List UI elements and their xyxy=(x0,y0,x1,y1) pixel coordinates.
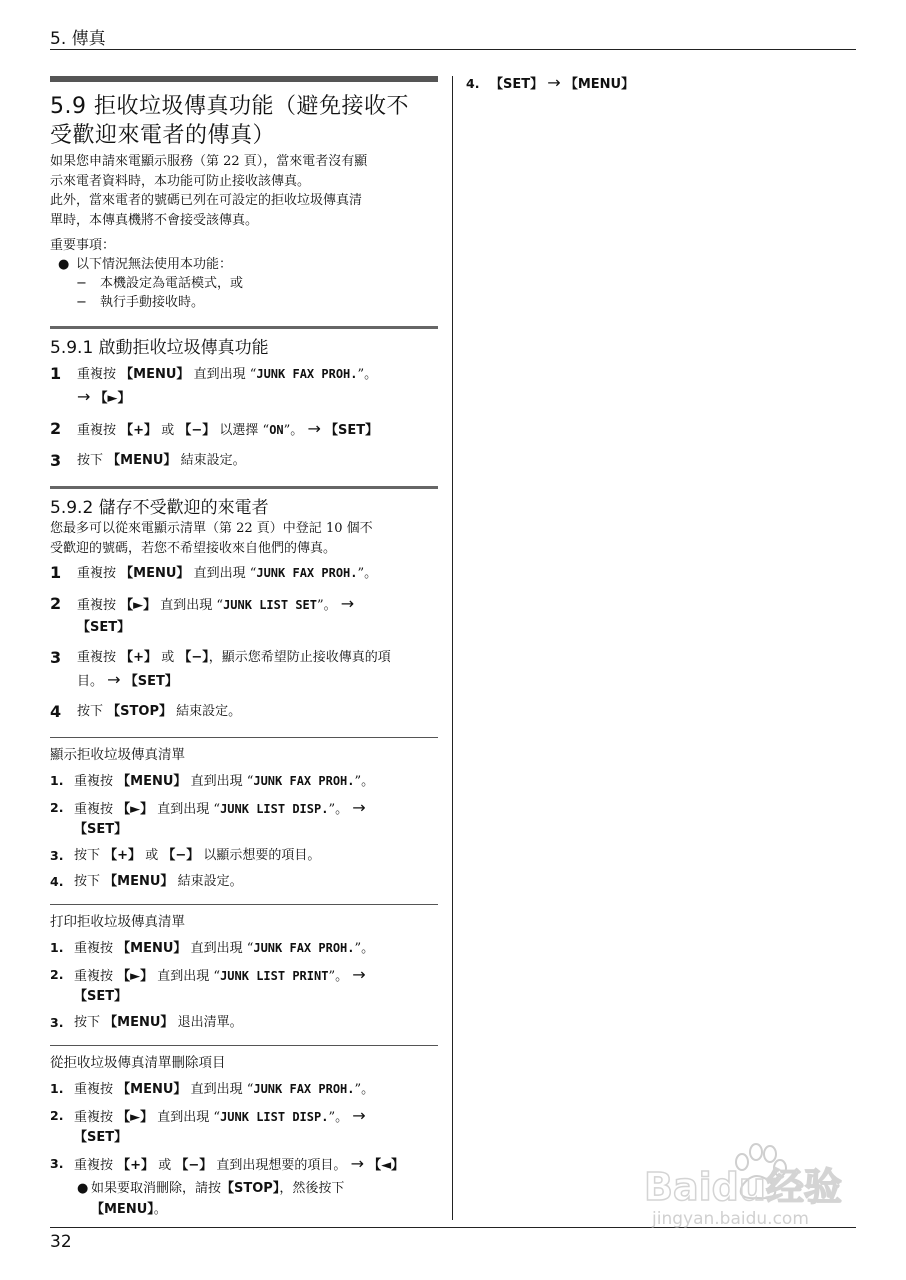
step-text: 按下 【+】 或 【−】 以顯示想要的項目。 xyxy=(74,848,321,863)
step-text: 按下 【STOP】 結束設定。 xyxy=(77,704,242,719)
display-code: JUNK FAX PROH. xyxy=(256,367,358,381)
bullet-icon: ● xyxy=(77,1181,89,1196)
dash-text: 本機設定為電話模式，或 xyxy=(100,276,244,291)
important-bullet xyxy=(50,255,438,274)
step-item xyxy=(50,593,438,639)
display-code: JUNK FAX PROH. xyxy=(256,566,358,580)
minor-rule xyxy=(50,904,438,905)
paw-toe-icon xyxy=(750,1144,762,1160)
right-key: 【►】 xyxy=(117,802,154,817)
bullet-text: 以下情況無法使用本功能： xyxy=(76,257,233,272)
step-text: 重複按 【►】 直到出現 “JUNK LIST PRINT”。 → 【SET】 xyxy=(74,965,366,1004)
step-number: 1. xyxy=(50,940,64,955)
minor-rule xyxy=(50,737,438,738)
intro-line: 示來電者資料時，本功能可防止接收該傳真。 xyxy=(50,173,311,189)
section-title-line1: 5.9 拒收垃圾傳真功能（避免接收不 xyxy=(50,94,409,119)
step-text: 按下 【MENU】 退出清單。 xyxy=(74,1015,243,1030)
menu-key: 【MENU】 xyxy=(104,874,174,889)
display-code: ON xyxy=(269,423,284,437)
set-key: 【SET】 xyxy=(74,822,128,837)
right-key: 【►】 xyxy=(117,969,154,984)
arrow-icon: → xyxy=(352,965,366,984)
step-text: 重複按 【MENU】 直到出現 “JUNK FAX PROH.”。 xyxy=(74,1082,375,1097)
section-rule xyxy=(50,76,438,82)
important-dash-item xyxy=(50,274,438,293)
step-number: 1 xyxy=(50,563,62,582)
arrow-icon: → xyxy=(547,73,561,92)
minor-rule xyxy=(50,1045,438,1046)
intro-paragraph xyxy=(50,152,438,230)
important-heading: 重要事項： xyxy=(50,238,116,253)
step-item xyxy=(50,1154,438,1176)
column-divider xyxy=(452,76,453,1220)
arrow-icon: → xyxy=(352,1106,366,1125)
step-item xyxy=(50,798,438,840)
intro-line: 如果您申請來電顯示服務（第 22 頁），當來電者沒有顯 xyxy=(50,154,368,169)
step-text: 重複按 【+】 或 【−】 以選擇 “ON”。 → 【SET】 xyxy=(77,419,379,438)
step-item xyxy=(50,938,438,959)
step-item xyxy=(50,701,438,723)
step-item xyxy=(50,562,438,585)
step-text: 重複按 【+】 或 【−】 直到出現想要的項目。 → 【◄】 xyxy=(74,1154,405,1173)
display-code: JUNK LIST DISP. xyxy=(220,802,329,816)
step-number: 3 xyxy=(50,451,62,470)
step-item xyxy=(50,450,438,472)
step-number: 3. xyxy=(50,1015,64,1030)
step-item xyxy=(50,965,438,1007)
menu-key: 【MENU】 xyxy=(107,453,177,468)
step-number: 4 xyxy=(50,702,62,721)
step-number: 2 xyxy=(50,594,62,613)
dash-icon: − xyxy=(76,276,87,291)
step-item xyxy=(50,872,438,892)
arrow-icon: → xyxy=(307,419,321,438)
left-key: 【◄】 xyxy=(368,1158,405,1173)
arrow-icon: → xyxy=(107,670,121,689)
step-item xyxy=(50,846,438,866)
dash-icon: − xyxy=(76,295,87,310)
display-code: JUNK FAX PROH. xyxy=(253,774,355,788)
subsection-title: 5.9.2 儲存不受歡迎的來電者 xyxy=(50,498,269,518)
step-number: 1 xyxy=(50,364,62,383)
right-column xyxy=(466,73,856,95)
set-key: 【SET】 xyxy=(74,989,128,1004)
right-key: 【►】 xyxy=(120,598,157,613)
subsection-rule xyxy=(50,326,438,329)
menu-key: 【MENU】 xyxy=(120,566,190,581)
menu-key: 【MENU】 xyxy=(117,1082,187,1097)
important-dash-item xyxy=(50,293,438,312)
step-number: 3 xyxy=(50,648,62,667)
step-number: 3. xyxy=(50,848,64,863)
right-key: 【►】 xyxy=(117,1110,154,1125)
arrow-icon: → xyxy=(77,387,91,406)
step-item xyxy=(50,363,438,410)
intro-line: 此外，當來電者的號碼已列在可設定的拒收垃圾傳真清 xyxy=(50,193,363,208)
step-number: 1. xyxy=(50,773,64,788)
minus-key: 【−】 xyxy=(178,423,216,438)
minus-key: 【−】 xyxy=(175,1158,213,1173)
arrow-icon: → xyxy=(350,1154,364,1173)
menu-key: 【MENU】 xyxy=(117,774,187,789)
minor-heading: 顯示拒收垃圾傳真清單 xyxy=(50,747,185,763)
subsection-title: 5.9.1 啟動拒收垃圾傳真功能 xyxy=(50,338,269,358)
subsection-paragraph: 您最多可以從來電顯示清單（第 22 頁）中登記 10 個不 受歡迎的號碼，若您不希望接收來自他們的傳真。 xyxy=(50,521,373,556)
step-item xyxy=(50,771,438,792)
arrow-icon: → xyxy=(352,798,366,817)
display-code: JUNK LIST SET xyxy=(223,598,317,612)
watermark-brand: Baidu经验 xyxy=(644,1165,842,1209)
menu-key: 【MENU】 xyxy=(104,1015,174,1030)
step-text: 重複按 【MENU】 直到出現 “JUNK FAX PROH.”。 xyxy=(74,774,375,789)
section-title-line2: 受歡迎來電者的傳真） xyxy=(50,123,276,148)
section-title xyxy=(50,92,438,150)
minor-heading: 打印拒收垃圾傳真清單 xyxy=(50,914,185,930)
step-text: 重複按 【►】 直到出現 “JUNK LIST DISP.”。 → 【SET】 xyxy=(74,1106,366,1145)
step-item xyxy=(50,647,438,693)
bullet-icon: ● xyxy=(58,257,70,272)
display-code: JUNK LIST DISP. xyxy=(220,1110,329,1124)
step-number: 2. xyxy=(50,967,64,982)
step-number: 4. xyxy=(466,76,480,91)
plus-key: 【+】 xyxy=(120,650,158,665)
menu-key: 【MENU】 xyxy=(91,1202,154,1217)
paw-toe-icon xyxy=(764,1146,776,1162)
step-number: 4. xyxy=(50,874,64,889)
menu-key: 【MENU】 xyxy=(120,367,190,382)
step-item xyxy=(50,1079,438,1100)
step-text: 按下 【MENU】 結束設定。 xyxy=(74,874,243,889)
step-item xyxy=(466,73,856,95)
step-text: 重複按 【MENU】 直到出現 “JUNK FAX PROH.”。 xyxy=(74,941,375,956)
step-number: 2 xyxy=(50,419,62,438)
plus-key: 【+】 xyxy=(120,423,158,438)
set-key: 【SET】 xyxy=(77,620,131,635)
minor-heading: 從拒收垃圾傳真清單刪除項目 xyxy=(50,1055,226,1071)
step-item xyxy=(50,1106,438,1148)
display-code: JUNK FAX PROH. xyxy=(253,1082,355,1096)
watermark-url: jingyan.baidu.com xyxy=(652,1209,809,1229)
plus-key: 【+】 xyxy=(117,1158,155,1173)
chapter-header: 5. 傳真 xyxy=(50,29,106,49)
delete-note: ● 如果要取消刪除，請按【STOP】，然後按下 【MENU】。 xyxy=(50,1178,438,1220)
intro-line: 單時，本傳真機將不會接受該傳真。 xyxy=(50,212,259,228)
step-text: 重複按 【MENU】 直到出現 “JUNK FAX PROH.”。 → 【►】 xyxy=(77,367,378,406)
step-text: 重複按 【►】 直到出現 “JUNK LIST DISP.”。 → 【SET】 xyxy=(74,798,366,837)
menu-key: 【MENU】 xyxy=(564,77,635,92)
header-rule xyxy=(50,49,856,50)
dash-text: 執行手動接收時。 xyxy=(100,295,205,310)
set-key: 【SET】 xyxy=(74,1130,128,1145)
stop-key: 【STOP】 xyxy=(107,704,172,719)
display-code: JUNK FAX PROH. xyxy=(253,941,355,955)
step-text: 按下 【MENU】 結束設定。 xyxy=(77,453,246,468)
minus-key: 【−】 xyxy=(162,848,200,863)
menu-key: 【MENU】 xyxy=(117,941,187,956)
baidu-watermark-logo xyxy=(630,1138,860,1230)
step-text: 重複按 【+】 或 【−】，顯示您希望防止接收傳真的項 目。 → 【SET】 xyxy=(77,650,391,689)
step-item xyxy=(50,1013,438,1033)
step-number: 2. xyxy=(50,800,64,815)
set-key: 【SET】 xyxy=(324,423,379,438)
step-number: 3. xyxy=(50,1156,64,1171)
step-number: 1. xyxy=(50,1081,64,1096)
step-number: 2. xyxy=(50,1108,64,1123)
step-text: 重複按 【►】 直到出現 “JUNK LIST SET”。 → 【SET】 xyxy=(77,594,355,635)
subsection-rule xyxy=(50,486,438,489)
plus-key: 【+】 xyxy=(104,848,142,863)
set-key: 【SET】 xyxy=(490,77,544,92)
page-number: 32 xyxy=(50,1232,72,1252)
arrow-icon: → xyxy=(340,594,355,613)
step-text: 重複按 【MENU】 直到出現 “JUNK FAX PROH.”。 xyxy=(77,566,378,581)
stop-key: 【STOP】 xyxy=(221,1181,280,1196)
minus-key: 【−】 xyxy=(178,650,209,665)
right-key: 【►】 xyxy=(94,391,131,406)
left-column xyxy=(50,76,438,1220)
step-item xyxy=(50,418,438,442)
display-code: JUNK LIST PRINT xyxy=(220,969,329,983)
set-key: 【SET】 xyxy=(124,674,178,689)
